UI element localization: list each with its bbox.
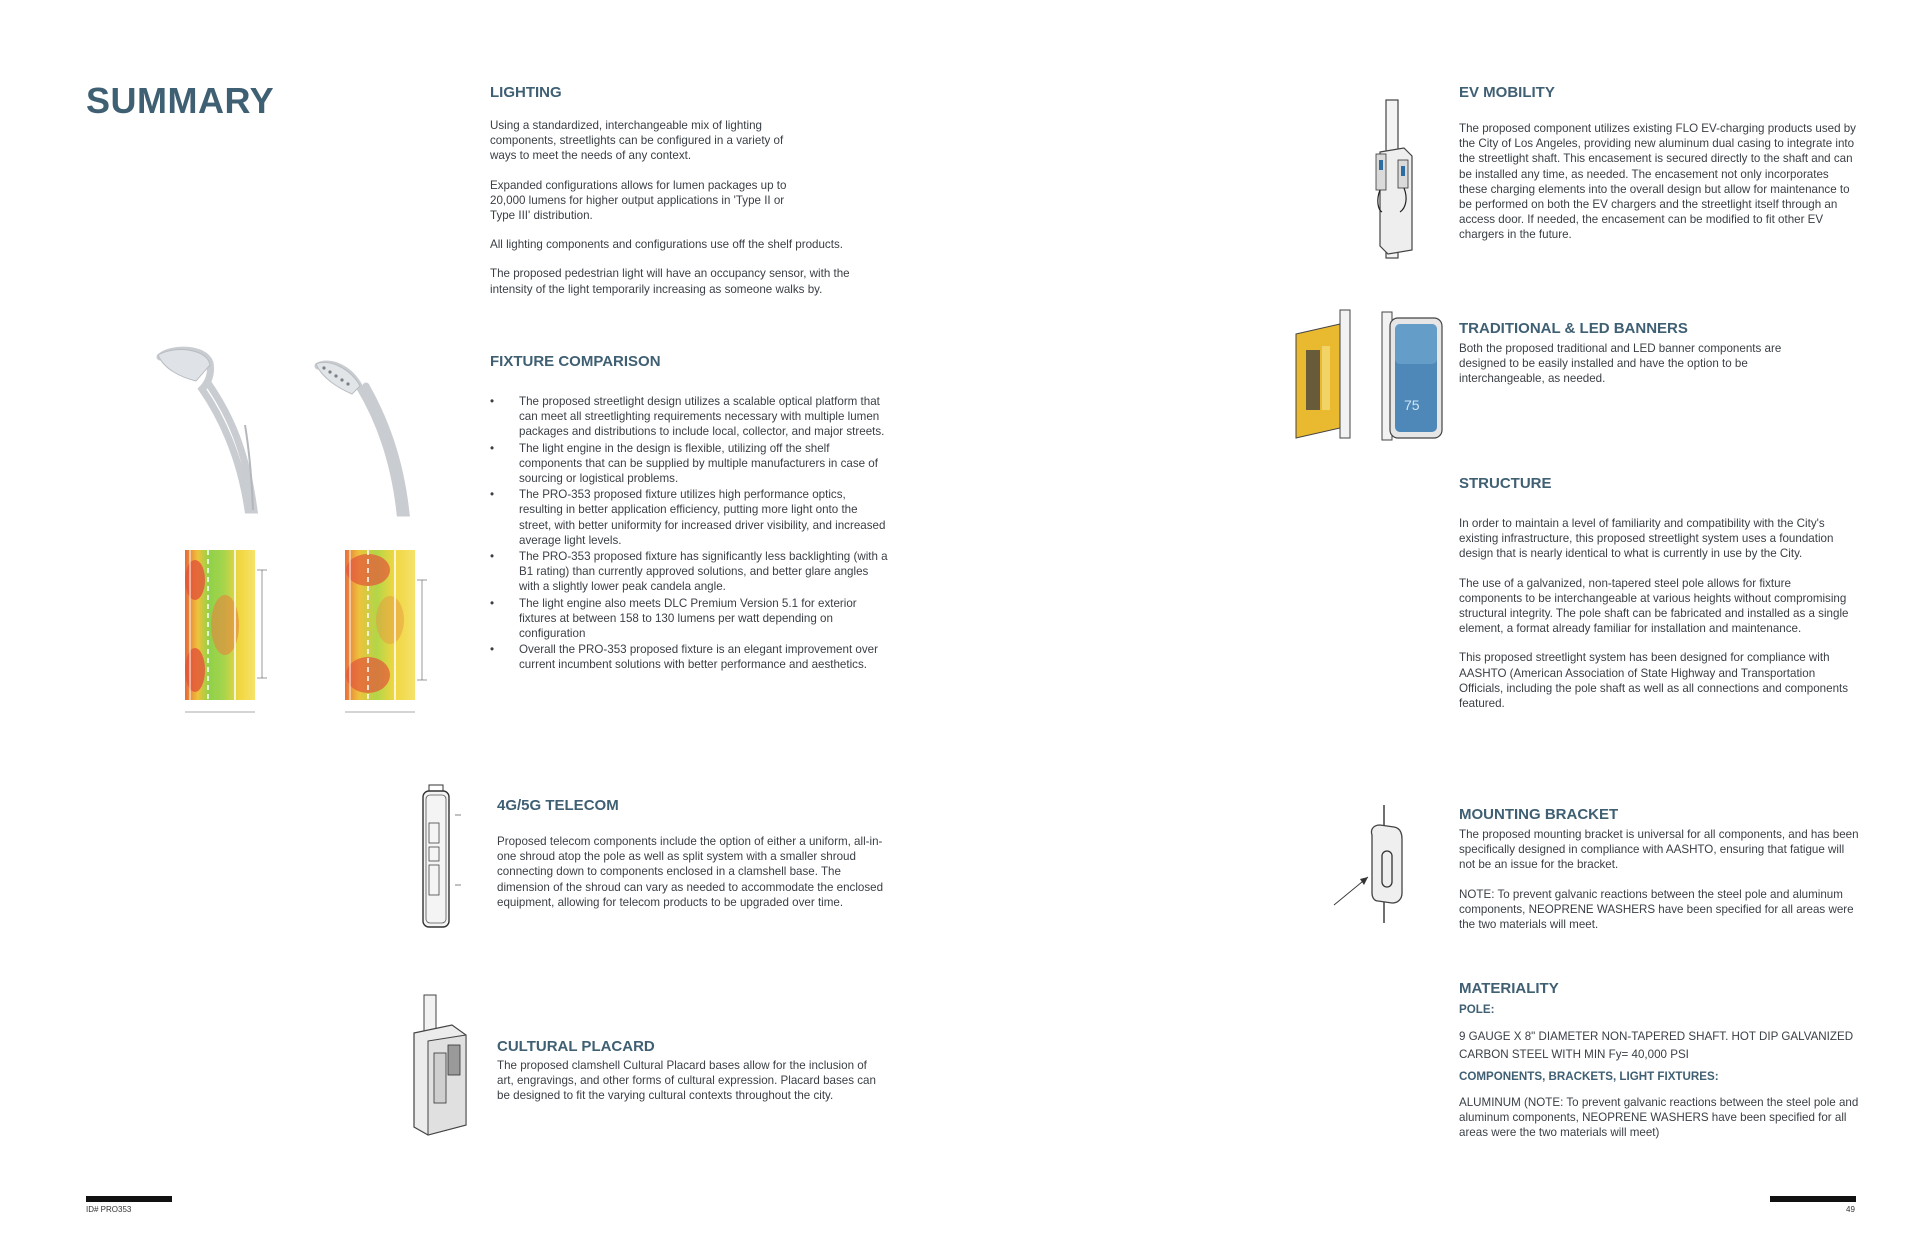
banners-heading: TRADITIONAL & LED BANNERS xyxy=(1459,320,1688,337)
footer-page-number: 49 xyxy=(1846,1205,1855,1214)
led-banner-number: 75 xyxy=(1404,397,1420,413)
mounting-bracket-section xyxy=(1459,806,1859,946)
mounting-bracket-illustration xyxy=(1330,805,1410,925)
telecom-shroud-illustration xyxy=(415,785,465,935)
materiality-heading: MATERIALITY xyxy=(1459,980,1559,997)
mounting-bracket-note: NOTE: To prevent galvanic reactions between the steel pole and aluminum components, NEOPRENE WASHERS have been specified for all areas were the two materials will meet. xyxy=(1459,887,1854,932)
telecom-heading: 4G/5G TELECOM xyxy=(497,797,619,814)
structure-paragraph-1: In order to maintain a level of familiarity and compatibility with the City's existing infrastructure, this proposed streetlight system uses a foundation design that is nearly identical to what is currently in use by the City. xyxy=(1459,517,1834,561)
footer-bar-right xyxy=(1770,1196,1856,1202)
streetlight-head-illustration-proposed xyxy=(310,358,420,518)
structure-paragraph-3: This proposed streetlight system has been designed for compliance with AASHTO (American Association of State Highway and Transportation Officials, including the pole shaft as well as all connections and components featured. xyxy=(1459,651,1849,711)
streetlight-head-illustration-current xyxy=(150,345,270,515)
lighting-paragraph-1: Using a standardized, interchangeable mix of lighting components, streetlights can be configured in a variety of ways to meet the needs of any context. xyxy=(490,119,784,163)
ev-charger-illustration xyxy=(1370,100,1430,260)
structure-section xyxy=(1459,475,1859,725)
photometric-heatmap-proposed xyxy=(340,550,440,722)
banners-paragraph: Both the proposed traditional and LED banner components are designed to be easily installed and have the option to be interchangeable, as needed. xyxy=(1459,342,1782,386)
lighting-paragraph-2: Expanded configurations allows for lumen packages up to 20,000 lumens for higher output applications in 'Type II or Type III' distribution. xyxy=(490,178,787,223)
cultural-placard-paragraph: The proposed clamshell Cultural Placard bases allow for the inclusion of art, engravings, and other forms of cultural expression. Placard bases can be designed to fit the varying cultural contexts throughout the city. xyxy=(497,1059,876,1103)
ev-mobility-heading: EV MOBILITY xyxy=(1459,84,1555,101)
materiality-components-text: ALUMINUM (NOTE: To prevent galvanic reactions between the steel pole and aluminum components, NEOPRENE WASHERS have been specified for all areas were the two materials will meet) xyxy=(1459,1096,1859,1140)
lighting-heading: LIGHTING xyxy=(490,84,562,101)
photometric-heatmap-current xyxy=(180,550,280,722)
fixture-bullet-4: • The PRO-353 proposed fixture has significantly less backlighting (with a B1 rating) than currently approved solutions, and better glare angles with a slightly lower peak candela angle. xyxy=(490,549,890,595)
materiality-components-label: COMPONENTS, BRACKETS, LIGHT FIXTURES: xyxy=(1459,1070,1719,1083)
mounting-bracket-paragraph-1: The proposed mounting bracket is universal for all components, and has been specifically designed in compliance with AASHTO, ensuring that fatigue will not be an issue for the bracket. xyxy=(1459,828,1859,872)
page-title: SUMMARY xyxy=(86,80,275,121)
led-banner-illustration xyxy=(1378,312,1448,442)
fixture-bullet-3: • The PRO-353 proposed fixture utilizes high performance optics, resulting in better application efficiency, putting more light onto the street, with better uniformity for increased driver visibility, and increased average light levels. xyxy=(490,487,890,548)
mounting-bracket-heading: MOUNTING BRACKET xyxy=(1459,806,1619,823)
fixture-bullet-2: • The light engine in the design is flexible, utilizing off the shelf components that can be supplied by multiple manufacturers in case of sourcing or logistical problems. xyxy=(490,441,890,487)
telecom-paragraph: Proposed telecom components include the option of either a uniform, all-in-one shroud atop the pole as well as split system with a smaller shroud connecting down to components enclosed in a clamshell base. The dimension of the shroud can vary as needed to accommodate the enclosed equipment, allowing for telecom products to be upgraded over time. xyxy=(497,835,884,909)
materiality-section xyxy=(1459,980,1879,1155)
materiality-pole-text: 9 GAUGE X 8" DIAMETER NON-TAPERED SHAFT. HOT DIP GALVANIZED CARBON STEEL WITH MIN Fy= 40,000 PSI xyxy=(1459,1030,1854,1061)
structure-heading: STRUCTURE xyxy=(1459,475,1552,492)
telecom-section xyxy=(497,797,897,924)
lighting-section xyxy=(490,84,890,311)
ev-mobility-paragraph: The proposed component utilizes existing FLO EV-charging products used by the City of Los Angeles, providing new aluminum dual casing to integrate into the streetlight shaft. This encasement is secured directly to the shaft and can be installed any time, as needed. The encasement not only incorporates these charging elements into the overall design but allow for maintenance to be performed on both the EV chargers and the streetlight itself through an access door. If needed, the encasement can be modified to fit other EV chargers in the future. xyxy=(1459,122,1856,242)
fixture-bullet-1: • The proposed streetlight design utilizes a scalable optical platform that can meet all streetlighting requirements necessary with multiple lumen packages and distributions to include local, collector, and major streets. xyxy=(490,394,890,440)
cultural-placard-heading: CULTURAL PLACARD xyxy=(497,1038,655,1055)
cultural-placard-section xyxy=(497,1038,897,1118)
lighting-paragraph-3: All lighting components and configurations use off the shelf products. xyxy=(490,238,843,252)
fixture-bullet-6: • Overall the PRO-353 proposed fixture is an elegant improvement over current incumbent solutions with better performance and aesthetics. xyxy=(490,642,890,672)
footer-document-id: ID# PRO353 xyxy=(86,1205,132,1214)
structure-paragraph-2: The use of a galvanized, non-tapered steel pole allows for fixture components to be interchangeable at various heights without compromising structural integrity. The pole shaft can be fabricated and installed as a single element, a format already familiar for installation and maintenance. xyxy=(1459,576,1849,636)
fixture-comparison-heading: FIXTURE COMPARISON xyxy=(490,353,661,370)
fixture-bullet-5: • The light engine also meets DLC Premium Version 5.1 for exterior fixtures at between 158 to 130 lumens per watt depending on configuration xyxy=(490,596,890,642)
ev-mobility-section xyxy=(1459,84,1859,257)
materiality-pole-label: POLE: xyxy=(1459,1003,1495,1016)
footer-bar-left xyxy=(86,1196,172,1202)
cultural-placard-illustration xyxy=(410,995,480,1140)
fixture-comparison-section xyxy=(490,353,890,674)
lighting-paragraph-4: The proposed pedestrian light will have an occupancy sensor, with the intensity of the light temporarily increasing as someone walks by. xyxy=(490,267,850,296)
banners-section xyxy=(1459,320,1859,401)
traditional-banner-illustration xyxy=(1292,310,1368,440)
